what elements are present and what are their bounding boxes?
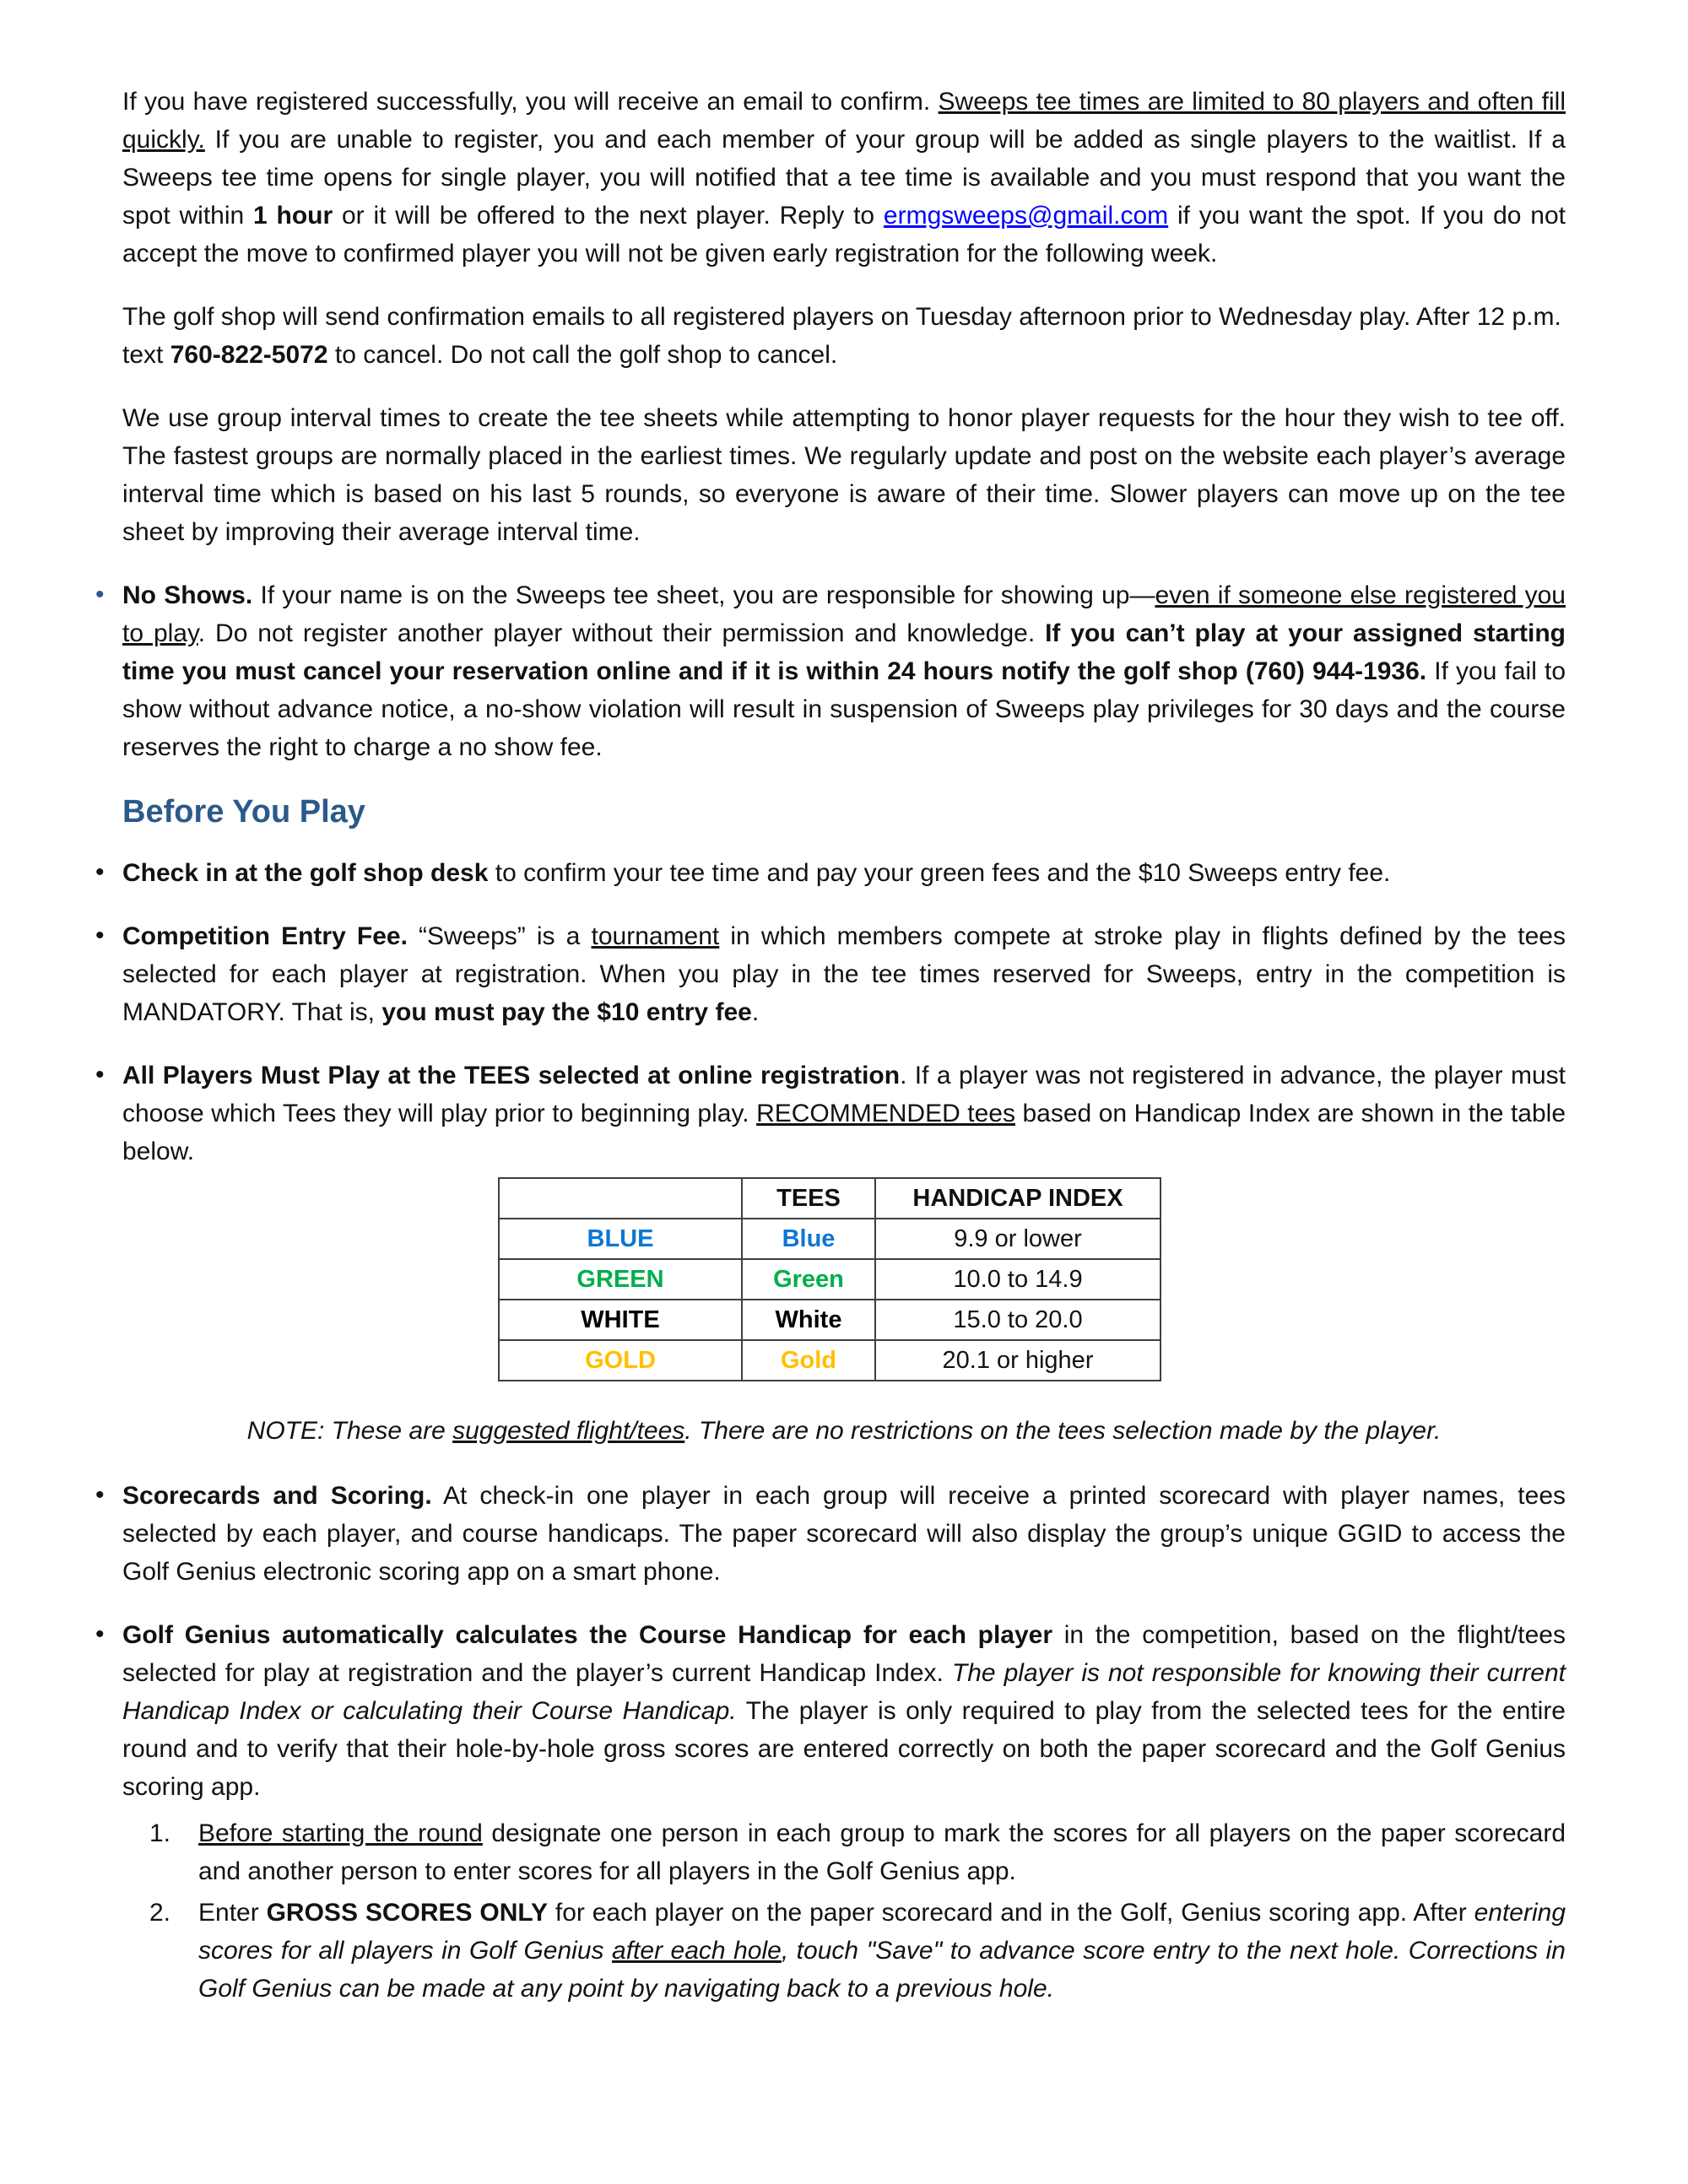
text-segment: Competition Entry Fee. bbox=[122, 922, 408, 950]
bullet-marker: • bbox=[95, 1061, 105, 1089]
text-segment: , touch "Save" to advance score entry to the next hole. Corrections in Golf Genius can be made at any point by navigating back to a previous hole. bbox=[198, 1937, 1566, 2003]
table-row-gold bbox=[499, 1340, 1160, 1381]
text-segment: If you can’t play at your assigned starting time you must cancel your reservation online and if it is within 24 hours notify the golf shop (760) 944-1936. bbox=[122, 619, 1566, 685]
bullet-marker: • bbox=[95, 1620, 105, 1648]
text-segment: if you want the spot. If you do not accept the move to confirmed player you will not be given early registration for the following week. bbox=[122, 202, 1566, 268]
tee-cell: Blue bbox=[742, 1219, 875, 1259]
tees-table-header-handicap-index: HANDICAP INDEX bbox=[875, 1178, 1160, 1219]
bullet-all-players-tees-text bbox=[122, 1062, 1566, 1165]
paragraph-interval-times bbox=[122, 399, 1566, 551]
text-segment: If you are unable to register, you and each member of your group will be added as single players to the waitlist. If a Sweeps tee time opens for single player, you will notified that a tee time is available and you must respond that you want the spot within bbox=[122, 126, 1566, 230]
text-segment: Before starting the round bbox=[198, 1819, 483, 1847]
text-segment: in the competition, based on the flight/tees selected for play at registration and the player’s current Handicap Index. bbox=[122, 1621, 1566, 1687]
tee-cell: Green bbox=[742, 1259, 875, 1300]
bullet-scorecards-scoring bbox=[95, 1477, 1566, 1591]
bullet-golf-genius-handicap bbox=[95, 1616, 1566, 1806]
text-segment: to confirm your tee time and pay your green fees and the $10 Sweeps entry fee. bbox=[488, 859, 1391, 887]
tees-table bbox=[498, 1177, 1161, 1381]
text-segment: even if someone else registered you to play bbox=[122, 581, 1566, 647]
text-segment: . There are no restrictions on the tees selection made by the player. bbox=[684, 1417, 1442, 1445]
table-row-blue bbox=[499, 1219, 1160, 1259]
text-segment: We use group interval times to create the tee sheets while attempting to honor player requests for the hour they wish to tee off. The fastest groups are normally placed in the earliest times. We regularly update and post on the website each player’s average interval time which is based on his last 5 rounds, so everyone is aware of their time. Slower players can move up on the tee sheet by improving their average interval time. bbox=[122, 404, 1566, 546]
text-segment: GROSS SCORES ONLY bbox=[266, 1899, 548, 1927]
tees-table-header-row bbox=[499, 1178, 1160, 1219]
text-segment: Enter bbox=[198, 1899, 267, 1927]
text-segment: tournament bbox=[591, 922, 720, 950]
handicap-index-cell: 20.1 or higher bbox=[875, 1340, 1160, 1381]
text-segment: Golf Genius automatically calculates the Course Handicap for each player bbox=[122, 1621, 1053, 1649]
text-segment: If you have registered successfully, you will receive an email to confirm. bbox=[122, 88, 939, 116]
table-row-green bbox=[499, 1259, 1160, 1300]
numbered-item-1 bbox=[149, 1814, 1566, 1890]
tees-table-header-tees: TEES bbox=[742, 1178, 875, 1219]
text-segment: . If a player was not registered in advance, the player must choose which Tees they will play prior to beginning play. bbox=[122, 1062, 1566, 1127]
bullet-check-in bbox=[95, 854, 1566, 892]
text-segment: If you fail to show without advance notice, a no-show violation will result in suspension of Sweeps play privileges for 30 days and the course reserves the right to charge a no show fee. bbox=[122, 657, 1566, 761]
text-segment: NOTE: These are bbox=[246, 1417, 453, 1445]
numbered-item-1-text bbox=[198, 1819, 1566, 1885]
text-segment: or it will be offered to the next player. Reply to bbox=[333, 202, 884, 230]
numbered-item-label: 2. bbox=[149, 1899, 171, 1927]
tees-table-corner-cell bbox=[499, 1178, 742, 1219]
bullet-golf-genius-handicap-text bbox=[122, 1621, 1566, 1801]
numbered-item-2 bbox=[149, 1894, 1566, 2008]
text-segment: for each player on the paper scorecard and in the Golf, Genius scoring app. After bbox=[547, 1899, 1474, 1927]
text-segment: “Sweeps” is a bbox=[407, 922, 592, 950]
bullet-no-shows-text bbox=[122, 581, 1566, 761]
text-segment: entering scores for all players in Golf Genius bbox=[198, 1899, 1566, 1965]
text-segment: All Players Must Play at the TEES selected at online registration bbox=[122, 1062, 901, 1089]
text-segment: The player is only required to play from the selected tees for the entire round and to verify that their hole-by-hole gross scores are entered correctly on both the paper scorecard and the Golf Genius scoring app. bbox=[122, 1697, 1566, 1801]
bullet-marker: • bbox=[95, 858, 105, 886]
text-segment: 1 hour bbox=[253, 202, 333, 230]
text-segment: If your name is on the Sweeps tee sheet, you are responsible for showing up— bbox=[252, 581, 1155, 609]
text-segment: designate one person in each group to mark the scores for all players on the paper scorecard and another person to enter scores for all players in the Golf Genius app. bbox=[198, 1819, 1566, 1885]
email-link[interactable]: ermgsweeps@gmail.com bbox=[883, 202, 1169, 230]
text-segment: suggested flight/tees bbox=[452, 1417, 685, 1445]
bullet-competition-entry-fee bbox=[95, 917, 1566, 1031]
paragraph-registration-confirmation bbox=[122, 83, 1566, 273]
numbered-item-label: 1. bbox=[149, 1819, 171, 1847]
bullet-scorecards-scoring-text bbox=[122, 1482, 1566, 1586]
flight-cell: GOLD bbox=[499, 1340, 742, 1381]
text-segment: No Shows. bbox=[122, 581, 253, 609]
bullet-check-in-text bbox=[122, 859, 1390, 887]
handicap-index-cell: 9.9 or lower bbox=[875, 1219, 1160, 1259]
text-segment: Sweeps tee times are limited to 80 players and often fill quickly. bbox=[122, 88, 1566, 154]
text-segment: based on Handicap Index are shown in the table below. bbox=[122, 1100, 1566, 1165]
section-heading-before-you-play: Before You Play bbox=[122, 794, 365, 830]
bullet-marker: • bbox=[95, 922, 105, 949]
text-segment: you must pay the $10 entry fee bbox=[381, 998, 752, 1026]
tee-cell: White bbox=[742, 1300, 875, 1340]
text-segment: in which members compete at stroke play in flights defined by the tees selected for each player at registration. When you play in the tee times reserved for Sweeps, entry in the competition is MANDATORY. That is, bbox=[122, 922, 1566, 1026]
bullet-competition-entry-fee-text bbox=[122, 922, 1566, 1026]
text-segment: At check-in one player in each group will receive a printed scorecard with player names, tees selected by each player, and course handicaps. The paper scorecard will also display the group’s unique GGID to access the Golf Genius electronic scoring app on a smart phone. bbox=[122, 1482, 1566, 1586]
text-segment: after each hole bbox=[612, 1937, 782, 1965]
handicap-index-cell: 15.0 to 20.0 bbox=[875, 1300, 1160, 1340]
text-segment: RECOMMENDED tees bbox=[756, 1100, 1015, 1127]
bullet-no-shows bbox=[95, 576, 1566, 766]
text-segment: 760-822-5072 bbox=[170, 341, 328, 369]
tee-cell: Gold bbox=[742, 1340, 875, 1381]
numbered-list bbox=[122, 1814, 1566, 2008]
numbered-item-2-text bbox=[198, 1899, 1566, 2003]
paragraph-golf-shop-emails bbox=[122, 298, 1566, 374]
bullet-marker: • bbox=[95, 581, 105, 608]
bullet-marker: • bbox=[95, 1481, 105, 1509]
bullet-all-players-tees bbox=[95, 1057, 1566, 1170]
text-segment: . Do not register another player without their permission and knowledge. bbox=[197, 619, 1046, 647]
text-segment: The golf shop will send confirmation emails to all registered players on Tuesday afternoon prior to Wednesday play. After 12 p.m. text bbox=[122, 303, 1561, 369]
text-segment: Scorecards and Scoring. bbox=[122, 1482, 432, 1510]
note-suggested-tees bbox=[122, 1412, 1566, 1450]
text-segment: to cancel. Do not call the golf shop to cancel. bbox=[327, 341, 838, 369]
flight-cell: GREEN bbox=[499, 1259, 742, 1300]
text-segment: Check in at the golf shop desk bbox=[122, 859, 489, 887]
flight-cell: BLUE bbox=[499, 1219, 742, 1259]
text-segment: . bbox=[751, 998, 760, 1026]
text-segment: The player is not responsible for knowing their current Handicap Index or calculating their Course Handicap. bbox=[122, 1659, 1566, 1725]
flight-cell: WHITE bbox=[499, 1300, 742, 1340]
table-row-white bbox=[499, 1300, 1160, 1340]
handicap-index-cell: 10.0 to 14.9 bbox=[875, 1259, 1160, 1300]
